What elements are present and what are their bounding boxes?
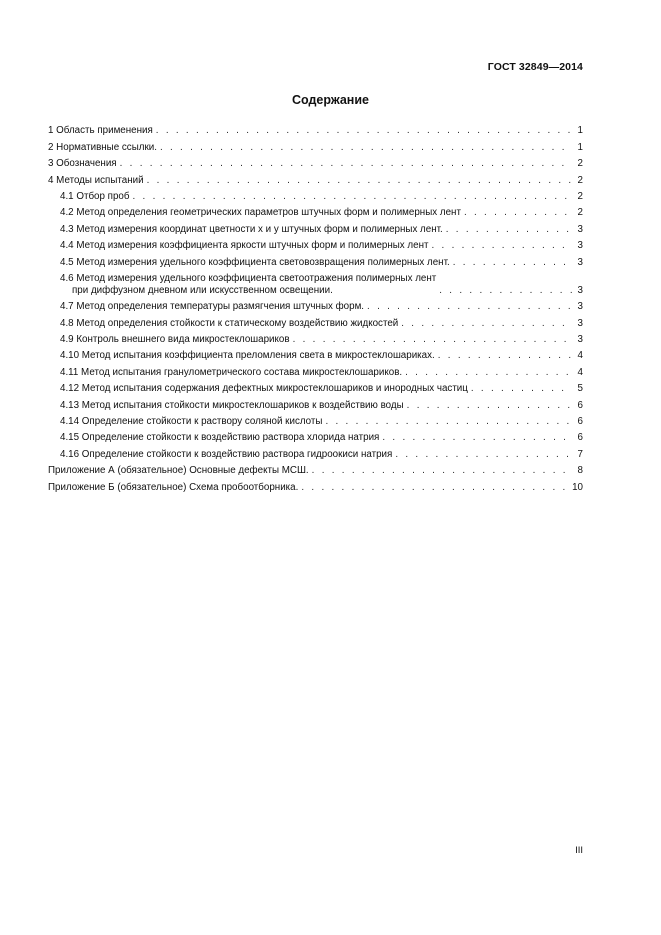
toc-entry-page: 4: [577, 366, 583, 378]
toc-entry-page: 3: [577, 284, 583, 296]
toc-leader-dots: [438, 350, 572, 362]
toc-leader-dots: [401, 318, 572, 330]
toc-entry-1[interactable]: [48, 121, 583, 137]
toc-leader-dots: [453, 257, 572, 269]
toc-leader-dots: [464, 207, 572, 219]
toc-entry-2[interactable]: [48, 137, 583, 153]
toc-entry-text: 1 Область применения: [48, 125, 153, 137]
toc-entry-4-7[interactable]: [48, 297, 583, 313]
toc-entry-text: 4.1 Отбор проб: [60, 190, 130, 202]
toc-leader-dots: [395, 449, 572, 461]
toc-entry-3[interactable]: [48, 154, 583, 170]
toc-entry-4-6[interactable]: [48, 269, 583, 297]
toc-leader-dots: [147, 175, 572, 187]
toc-leader-dots: [293, 334, 572, 346]
toc-entry-appendix-b[interactable]: [48, 477, 583, 493]
toc-entry-page: 7: [577, 448, 583, 460]
toc-entry-text: 4.8 Метод определения стойкости к статическому воздействию жидкостей: [60, 317, 399, 329]
toc-entry-4-3[interactable]: [48, 219, 583, 235]
toc-entry-text: 2 Нормативные ссылки.: [48, 141, 157, 153]
toc-entry-page: 1: [577, 141, 583, 153]
toc-leader-dots: [156, 125, 572, 137]
toc-leader-dots: [367, 301, 572, 313]
toc-entry-page: 3: [577, 334, 583, 346]
toc-entry-text: [60, 273, 436, 297]
toc-entry-page: 3: [577, 256, 583, 268]
toc-entry-text: 4.14 Определение стойкости к раствору соляной кислоты: [60, 416, 323, 428]
toc-leader-dots: [407, 400, 572, 412]
page-number: III: [575, 845, 583, 856]
toc-entry-4-16[interactable]: [48, 444, 583, 460]
toc-entry-4-9[interactable]: [48, 330, 583, 346]
toc-entry-4-5[interactable]: [48, 252, 583, 268]
toc-entry-text: 4.4 Метод измерения коэффициента яркости штучных форм и полимерных лент: [60, 240, 429, 252]
toc-entry-4-4[interactable]: [48, 236, 583, 252]
toc-entry-page: 6: [577, 399, 583, 411]
toc-leader-dots: [160, 142, 572, 154]
toc-leader-dots: [471, 383, 572, 395]
toc-entry-text: Приложение Б (обязательное) Схема пробоотборника.: [48, 481, 299, 493]
toc-entry-page: 6: [577, 416, 583, 428]
toc-entry-text: Приложение А (обязательное) Основные дефекты МСШ.: [48, 465, 309, 477]
toc-entry-page: 2: [577, 190, 583, 202]
toc-entry-text: 4.7 Метод определения температуры размягчения штучных форм.: [60, 301, 365, 313]
toc-entry-4-8[interactable]: [48, 313, 583, 329]
toc-entry-4-11[interactable]: [48, 362, 583, 378]
page-title: Содержание: [291, 93, 369, 107]
toc-entry-text: 4.16 Определение стойкости к воздействию раствора гидроокиси натрия: [60, 448, 393, 460]
toc-entry-text: 4.2 Метод определения геометрических параметров штучных форм и полимерных лент: [60, 207, 461, 219]
toc-leader-dots: [301, 482, 569, 494]
toc-entry-page: 1: [577, 125, 583, 137]
toc-entry-text: 4.15 Определение стойкости к воздействию раствора хлорида натрия: [60, 432, 380, 444]
toc-entry-4-13[interactable]: [48, 395, 583, 411]
toc-leader-dots: [312, 465, 572, 477]
toc-entry-4-12[interactable]: [48, 379, 583, 395]
toc-entry-appendix-a[interactable]: [48, 461, 583, 477]
toc-entry-text: 4.13 Метод испытания стойкости микростеклошариков к воздействию воды: [60, 399, 404, 411]
toc-entry-page: 10: [572, 481, 583, 493]
toc-leader-dots: [133, 191, 573, 203]
toc-entry-page: 3: [577, 240, 583, 252]
toc-entry-4-2[interactable]: [48, 203, 583, 219]
toc-entry-text: 4.3 Метод измерения координат цветности x и y штучных форм и полимерных лент.: [60, 223, 443, 235]
toc-entry-text: 4.5 Метод измерения удельного коэффициента световозвращения полимерных лент.: [60, 256, 450, 268]
toc-entry-4-14[interactable]: [48, 412, 583, 428]
toc-entry-4[interactable]: [48, 170, 583, 186]
toc-entry-text: 4.9 Контроль внешнего вида микростеклошариков: [60, 334, 290, 346]
toc-entry-page: 6: [577, 432, 583, 444]
toc-entry-text-line1: 4.6 Метод измерения удельного коэффициента светоотражения полимерных лент: [60, 272, 437, 284]
toc-entry-4-15[interactable]: [48, 428, 583, 444]
toc-entry-page: 3: [577, 301, 583, 313]
toc-entry-4-1[interactable]: [48, 187, 583, 203]
document-code: ГОСТ 32849—2014: [487, 61, 583, 73]
toc-leader-dots: [431, 240, 572, 252]
toc-entry-4-10[interactable]: [48, 346, 583, 362]
toc-leader-dots: [439, 285, 572, 297]
toc-entry-page: 3: [577, 223, 583, 235]
toc-entry-text: 4.11 Метод испытания гранулометрического состава микростеклошариков.: [60, 366, 403, 378]
toc-leader-dots: [446, 224, 572, 236]
table-of-contents: [48, 121, 583, 494]
toc-entry-text: 3 Обозначения: [48, 158, 117, 170]
toc-leader-dots: [382, 432, 572, 444]
toc-entry-page: 4: [577, 350, 583, 362]
toc-entry-page: 5: [577, 383, 583, 395]
toc-entry-text: 4 Методы испытаний: [48, 174, 144, 186]
toc-entry-text: 4.12 Метод испытания содержания дефектных микростеклошариков и инородных частиц: [60, 383, 468, 395]
toc-entry-text-line2: при диффузном дневном или искусственном освещении.: [72, 284, 333, 296]
toc-leader-dots: [405, 367, 572, 379]
toc-entry-page: 8: [577, 465, 583, 477]
toc-entry-page: 2: [577, 174, 583, 186]
toc-entry-page: 2: [577, 207, 583, 219]
toc-entry-text: 4.10 Метод испытания коэффициента преломления света в микростеклошариках.: [60, 350, 435, 362]
toc-entry-page: 2: [577, 158, 583, 170]
toc-leader-dots: [325, 416, 572, 428]
toc-entry-page: 3: [577, 317, 583, 329]
toc-leader-dots: [120, 158, 572, 170]
